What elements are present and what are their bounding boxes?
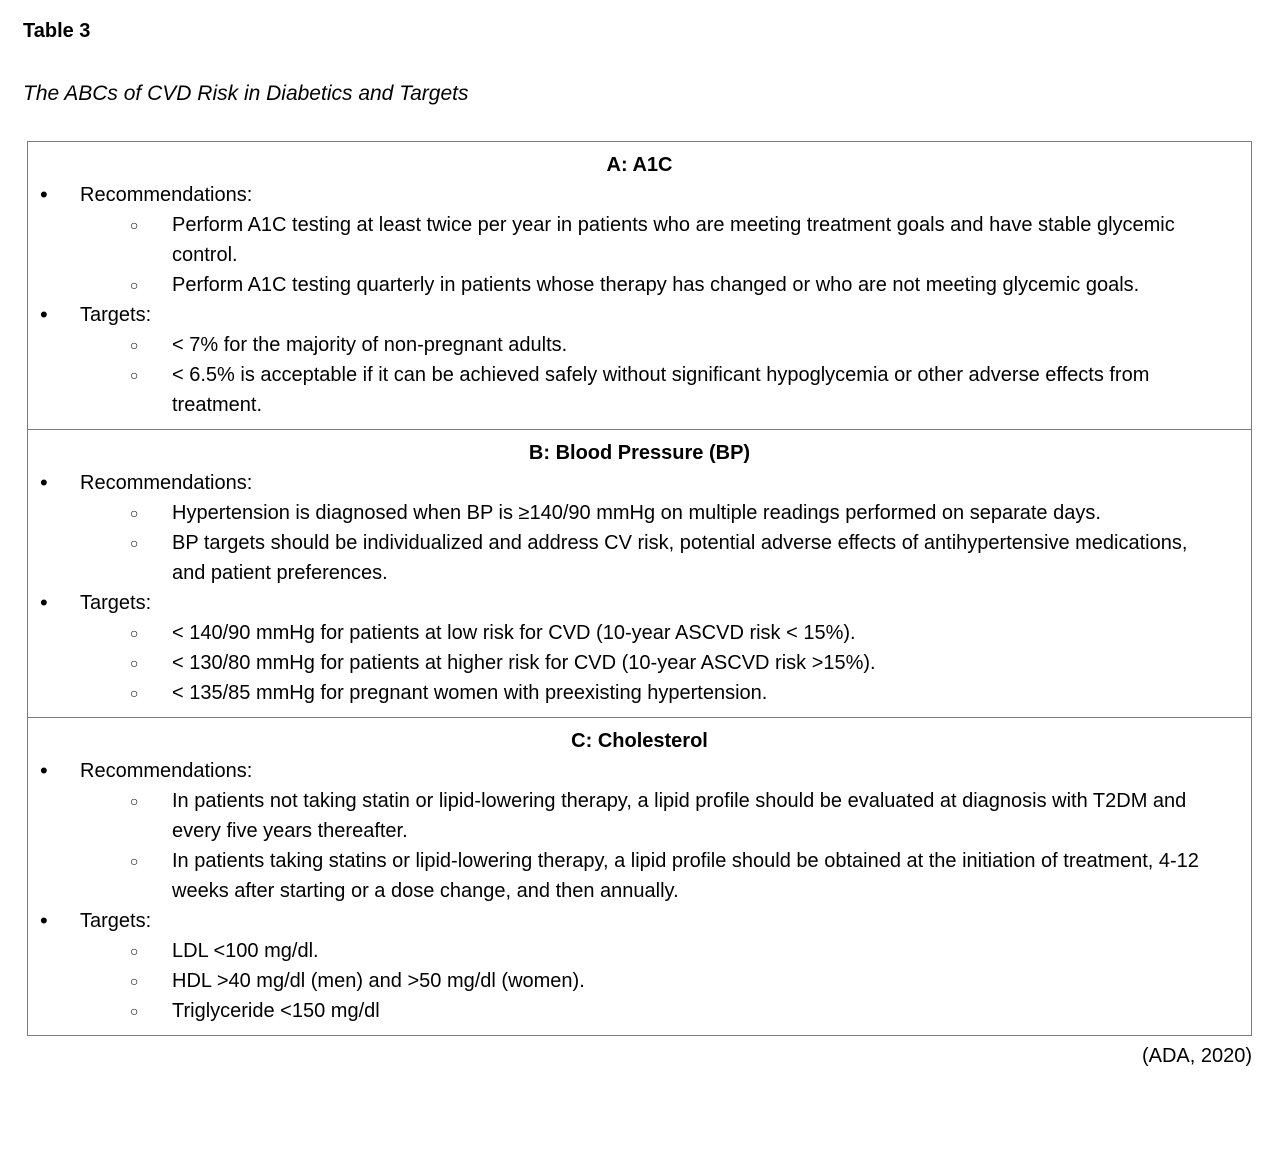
table-title: The ABCs of CVD Risk in Diabetics and Targets xyxy=(23,82,469,105)
circle-bullet-icon: ○ xyxy=(130,1003,139,1019)
group-label: Targets: xyxy=(80,592,152,614)
item-row xyxy=(130,846,1251,906)
bullet-icon: • xyxy=(40,758,48,783)
bullet-icon: • xyxy=(40,302,48,327)
group-row xyxy=(40,300,1251,330)
item-text: HDL >40 mg/dl (men) and >50 mg/dl (women). xyxy=(172,970,585,992)
item-text: Hypertension is diagnosed when BP is ≥140/90 mmHg on multiple readings performed on separate days. xyxy=(172,502,1101,524)
item-text: < 7% for the majority of non-pregnant adults. xyxy=(172,334,568,356)
circle-bullet-icon: ○ xyxy=(130,367,139,383)
group-label: Recommendations: xyxy=(80,472,253,494)
circle-bullet-icon: ○ xyxy=(130,793,139,809)
section-header: C: Cholesterol xyxy=(571,730,708,752)
group-label: Targets: xyxy=(80,910,152,932)
item-row xyxy=(130,678,1251,708)
section-blood-pressure xyxy=(28,429,1251,717)
group-row xyxy=(40,906,1251,936)
circle-bullet-icon: ○ xyxy=(130,853,139,869)
group-row xyxy=(40,588,1251,618)
item-text: Triglyceride <150 mg/dl xyxy=(172,1000,380,1022)
bullet-icon: • xyxy=(40,908,48,933)
abc-risk-table xyxy=(27,141,1252,1036)
circle-bullet-icon: ○ xyxy=(130,217,139,233)
group-row xyxy=(40,468,1251,498)
item-row xyxy=(130,498,1251,528)
item-row xyxy=(130,996,1251,1026)
circle-bullet-icon: ○ xyxy=(130,973,139,989)
item-row xyxy=(130,936,1251,966)
item-row xyxy=(130,270,1251,300)
circle-bullet-icon: ○ xyxy=(130,625,139,641)
item-text: In patients not taking statin or lipid-lowering therapy, a lipid profile should be evaluated at diagnosis with T2DM and every five years thereafter. xyxy=(172,790,1187,842)
group-row xyxy=(40,756,1251,786)
circle-bullet-icon: ○ xyxy=(130,943,139,959)
item-text: < 140/90 mmHg for patients at low risk for CVD (10-year ASCVD risk < 15%). xyxy=(172,622,856,644)
item-text: Perform A1C testing at least twice per year in patients who are meeting treatment goals and have stable glycemic control. xyxy=(172,214,1175,266)
group-label: Recommendations: xyxy=(80,184,253,206)
item-row xyxy=(130,618,1251,648)
item-row xyxy=(130,330,1251,360)
item-text: < 6.5% is acceptable if it can be achieved safely without significant hypoglycemia or other adverse effects from treatment. xyxy=(172,364,1150,416)
section-header: B: Blood Pressure (BP) xyxy=(528,442,751,464)
item-text: LDL <100 mg/dl. xyxy=(172,940,319,962)
circle-bullet-icon: ○ xyxy=(130,685,139,701)
circle-bullet-icon: ○ xyxy=(130,337,139,353)
circle-bullet-icon: ○ xyxy=(130,277,139,293)
item-text: < 135/85 mmHg for pregnant women with preexisting hypertension. xyxy=(172,682,768,704)
group-label: Recommendations: xyxy=(80,760,253,782)
bullet-icon: • xyxy=(40,590,48,615)
circle-bullet-icon: ○ xyxy=(130,655,139,671)
circle-bullet-icon: ○ xyxy=(130,505,139,521)
item-row xyxy=(130,786,1251,846)
item-row xyxy=(130,360,1251,420)
section-cholesterol xyxy=(28,717,1251,1035)
item-row xyxy=(130,528,1251,588)
bullet-icon: • xyxy=(40,470,48,495)
item-row xyxy=(130,648,1251,678)
bullet-icon: • xyxy=(40,182,48,207)
circle-bullet-icon: ○ xyxy=(130,535,139,551)
item-text: Perform A1C testing quarterly in patients whose therapy has changed or who are not meeting glycemic goals. xyxy=(172,274,1140,296)
item-row xyxy=(130,966,1251,996)
item-row xyxy=(130,210,1251,270)
citation: (ADA, 2020) xyxy=(1141,1045,1252,1067)
item-text: In patients taking statins or lipid-lowering therapy, a lipid profile should be obtained at the initiation of treatment, 4-12 weeks after starting or a dose change, and then annually. xyxy=(172,850,1199,902)
section-a1c xyxy=(28,142,1251,429)
item-text: < 130/80 mmHg for patients at higher risk for CVD (10-year ASCVD risk >15%). xyxy=(172,652,876,674)
group-row xyxy=(40,180,1251,210)
group-label: Targets: xyxy=(80,304,152,326)
table-label: Table 3 xyxy=(23,20,91,42)
item-text: BP targets should be individualized and address CV risk, potential adverse effects of antihypertensive medications, and patient preferences. xyxy=(172,532,1188,584)
section-header: A: A1C xyxy=(606,154,673,176)
